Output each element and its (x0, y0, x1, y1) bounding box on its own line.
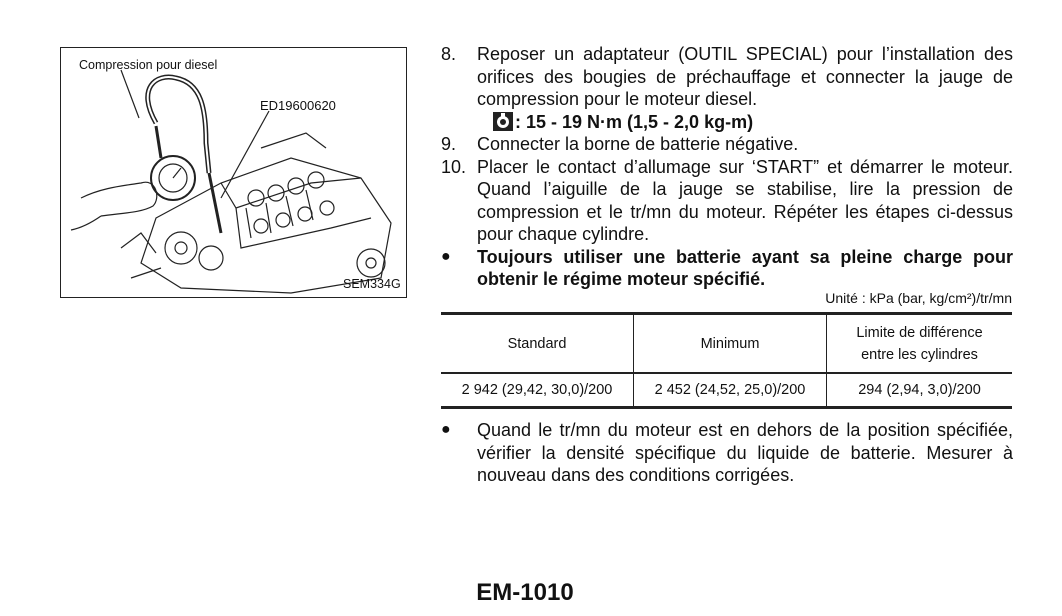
bullet-icon: ● (441, 247, 451, 265)
note-text: Quand le tr/mn du moteur est en dehors de la position spécifiée, vérifier la densité spécifique du liquide de batterie. Mesurer à nouveau dans des conditions corrigées. (477, 420, 1013, 485)
step-text: Connecter la borne de batterie négative. (477, 134, 799, 154)
step-number: 10. (441, 156, 467, 177)
step-number: 9. (441, 134, 457, 154)
step-8 (441, 43, 1013, 111)
torque-spec (441, 111, 1013, 134)
bullet-icon: ● (441, 421, 451, 438)
step-text: Placer le contact d’allumage sur ‘START” et démarrer le moteur. Quand l’aiguille de la jauge se stabilise, lire la pression de compression et le tr/mn du moteur. Répéter les étapes ci-dessus pour chaque cylindre. (477, 156, 1013, 244)
table-header-cell: Minimum (634, 314, 827, 374)
step-number: 8. (441, 44, 457, 64)
compression-table (441, 312, 1012, 409)
table-header-cell: Limite de différence entre les cylindres (827, 314, 1013, 374)
unit-label: Unité : kPa (bar, kg/cm²)/tr/mn (825, 290, 1012, 306)
table-row (441, 373, 1012, 408)
table-cell: 2 942 (29,42, 30,0)/200 (441, 373, 634, 408)
table-header-row (441, 314, 1012, 374)
torque-wrench-icon (493, 112, 513, 131)
step-10 (441, 156, 1013, 246)
engine-illustration (61, 48, 406, 297)
step-9 (441, 133, 1013, 156)
warning-bullet (441, 246, 1013, 291)
table-cell: 294 (2,94, 3,0)/200 (827, 373, 1013, 408)
note-bullet (441, 419, 1013, 487)
procedure-steps (441, 43, 1013, 291)
warning-text: Toujours utiliser une batterie ayant sa pleine charge pour obtenir le régime moteur spécifié. (477, 246, 1013, 289)
figure-caption-tool: Compression pour diesel (79, 58, 218, 72)
torque-value: : 15 - 19 N·m (1,5 - 2,0 kg-m) (515, 111, 754, 132)
engine-figure (60, 47, 407, 298)
step-text: Reposer un adaptateur (OUTIL SPECIAL) pour l’installation des orifices des bougies de préchauffage et connecter la jauge de compression pour le moteur diesel. (477, 44, 1013, 109)
figure-caption-ref: SEM334G (343, 277, 401, 291)
table-header-cell: Standard (441, 314, 634, 374)
page-number: EM-1010 (476, 579, 574, 606)
figure-caption-code: ED19600620 (260, 98, 336, 113)
table-cell: 2 452 (24,52, 25,0)/200 (634, 373, 827, 408)
